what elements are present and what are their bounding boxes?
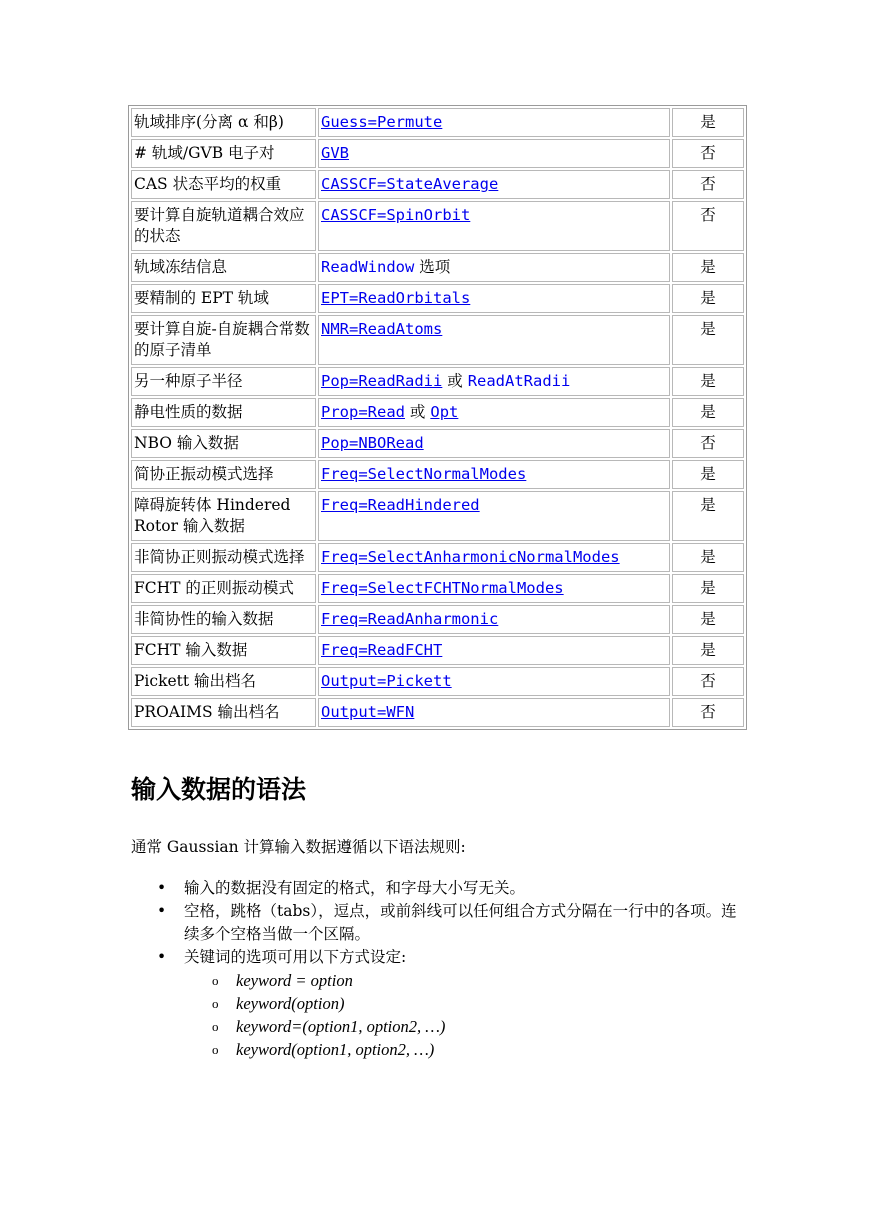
read-flag-cell: 否 xyxy=(672,170,744,199)
read-flag-cell: 否 xyxy=(672,139,744,168)
connector-text: 或 xyxy=(405,403,431,421)
table-row xyxy=(131,201,744,251)
keyword-cell xyxy=(318,108,670,137)
table-row xyxy=(131,398,744,427)
table-row xyxy=(131,315,744,365)
keyword-link[interactable]: Pop=NBORead xyxy=(321,434,424,452)
syntax-form xyxy=(184,1038,741,1061)
bullet-icon: • xyxy=(157,879,167,897)
description-cell: 轨域排序(分离 α 和β) xyxy=(131,108,316,137)
syntax-form-text: keyword(option1, option2, …) xyxy=(236,1040,435,1059)
description-cell: FCHT 输入数据 xyxy=(131,636,316,665)
table-row xyxy=(131,460,744,489)
keyword-link[interactable]: NMR=ReadAtoms xyxy=(321,320,443,338)
keyword-cell xyxy=(318,636,670,665)
keyword-cell xyxy=(318,543,670,572)
read-flag-cell: 是 xyxy=(672,605,744,634)
keyword-cell xyxy=(318,429,670,458)
read-flag-cell: 是 xyxy=(672,636,744,665)
description-cell: 要计算自旋-自旋耦合常数的原子清单 xyxy=(131,315,316,365)
bullet-icon: • xyxy=(157,948,167,966)
keyword-cell xyxy=(318,574,670,603)
table-row xyxy=(131,605,744,634)
keyword-link[interactable]: EPT=ReadOrbitals xyxy=(321,289,471,307)
read-flag-cell: 是 xyxy=(672,108,744,137)
circle-bullet-icon: o xyxy=(212,973,219,988)
keyword-link[interactable]: GVB xyxy=(321,144,349,162)
rule-text: 关键词的选项可用以下方式设定: xyxy=(184,948,407,966)
description-cell: 要精制的 EPT 轨域 xyxy=(131,284,316,313)
read-flag-cell: 是 xyxy=(672,367,744,396)
keyword-link[interactable]: CASSCF=SpinOrbit xyxy=(321,206,471,224)
description-cell: Pickett 输出档名 xyxy=(131,667,316,696)
read-flag-cell: 是 xyxy=(672,398,744,427)
table-row xyxy=(131,139,744,168)
keyword-link[interactable]: Freq=ReadFCHT xyxy=(321,641,443,659)
description-cell: CAS 状态平均的权重 xyxy=(131,170,316,199)
read-flag-cell: 是 xyxy=(672,574,744,603)
table-row xyxy=(131,367,744,396)
keyword-input-table xyxy=(128,105,747,730)
circle-bullet-icon: o xyxy=(212,996,219,1011)
table-row xyxy=(131,543,744,572)
description-cell: PROAIMS 输出档名 xyxy=(131,698,316,727)
read-flag-cell: 是 xyxy=(672,460,744,489)
description-cell: NBO 输入数据 xyxy=(131,429,316,458)
table-row xyxy=(131,636,744,665)
description-cell: 轨域冻结信息 xyxy=(131,253,316,282)
rule-item xyxy=(131,877,741,900)
read-flag-cell: 是 xyxy=(672,543,744,572)
keyword-text: ReadWindow xyxy=(321,258,415,276)
keyword-link[interactable]: Pop=ReadRadii xyxy=(321,372,443,390)
keyword-cell xyxy=(318,253,670,282)
syntax-form-text: keyword = option xyxy=(236,971,353,990)
read-flag-cell: 否 xyxy=(672,201,744,251)
syntax-form-text: keyword=(option1, option2, …) xyxy=(236,1017,446,1036)
description-cell: 简协正振动模式选择 xyxy=(131,460,316,489)
keyword-link[interactable]: Prop=Read xyxy=(321,403,405,421)
rule-text: 空格，跳格（tabs），逗点，或前斜线可以任何组合方式分隔在一行中的各项。连续多个空格当做一个区隔。 xyxy=(184,902,737,943)
keyword-link[interactable]: Freq=ReadHindered xyxy=(321,496,480,514)
keyword-cell xyxy=(318,284,670,313)
table-body xyxy=(131,108,744,727)
keyword-cell xyxy=(318,460,670,489)
rule-item xyxy=(131,900,741,946)
keyword-link[interactable]: Output=Pickett xyxy=(321,672,452,690)
keyword-cell xyxy=(318,698,670,727)
rule-text: 输入的数据没有固定的格式，和字母大小写无关。 xyxy=(184,879,526,897)
read-flag-cell: 是 xyxy=(672,315,744,365)
keyword-cell xyxy=(318,491,670,541)
keyword-cell xyxy=(318,605,670,634)
syntax-form-text: keyword(option) xyxy=(236,994,345,1013)
rule-item xyxy=(131,946,741,1061)
keyword-cell xyxy=(318,667,670,696)
keyword-cell xyxy=(318,170,670,199)
description-cell: 非简协正则振动模式选择 xyxy=(131,543,316,572)
read-flag-cell: 是 xyxy=(672,284,744,313)
table-row xyxy=(131,491,744,541)
syntax-form xyxy=(184,969,741,992)
keyword-link[interactable]: Guess=Permute xyxy=(321,113,443,131)
read-flag-cell: 否 xyxy=(672,667,744,696)
read-flag-cell: 是 xyxy=(672,253,744,282)
description-cell: 非简协性的输入数据 xyxy=(131,605,316,634)
intro-paragraph: 通常 Gaussian 计算输入数据遵循以下语法规则: xyxy=(131,838,466,856)
table-row xyxy=(131,170,744,199)
description-cell: FCHT 的正则振动模式 xyxy=(131,574,316,603)
table-row xyxy=(131,574,744,603)
syntax-form xyxy=(184,1015,741,1038)
description-cell: # 轨域/GVB 电子对 xyxy=(131,139,316,168)
keyword-text: ReadAtRadii xyxy=(467,372,571,390)
read-flag-cell: 否 xyxy=(672,429,744,458)
circle-bullet-icon: o xyxy=(212,1019,219,1034)
table-row xyxy=(131,667,744,696)
keyword-cell xyxy=(318,139,670,168)
keyword-link[interactable]: Output=WFN xyxy=(321,703,415,721)
read-flag-cell: 是 xyxy=(672,491,744,541)
table-row xyxy=(131,698,744,727)
section-heading: 输入数据的语法 xyxy=(131,775,307,804)
read-flag-cell: 否 xyxy=(672,698,744,727)
description-cell: 静电性质的数据 xyxy=(131,398,316,427)
syntax-form xyxy=(184,992,741,1015)
bullet-icon: • xyxy=(157,902,167,920)
description-cell: 另一种原子半径 xyxy=(131,367,316,396)
keyword-cell xyxy=(318,398,670,427)
keyword-cell xyxy=(318,315,670,365)
table-row xyxy=(131,429,744,458)
circle-bullet-icon: o xyxy=(212,1042,219,1057)
keyword-cell xyxy=(318,367,670,396)
connector-text: 选项 xyxy=(414,258,451,276)
keyword-link[interactable]: Freq=SelectAnharmonicNormalModes xyxy=(321,548,620,566)
description-cell: 障碍旋转体 Hindered Rotor 输入数据 xyxy=(131,491,316,541)
syntax-rules-list xyxy=(131,877,741,1061)
keyword-cell xyxy=(318,201,670,251)
connector-text: 或 xyxy=(442,372,468,390)
table-row xyxy=(131,284,744,313)
keyword-link[interactable]: Freq=SelectFCHTNormalModes xyxy=(321,579,564,597)
table-row xyxy=(131,108,744,137)
description-cell: 要计算自旋轨道耦合效应的状态 xyxy=(131,201,316,251)
keyword-link[interactable]: CASSCF=StateAverage xyxy=(321,175,499,193)
table-row xyxy=(131,253,744,282)
keyword-link[interactable]: Opt xyxy=(430,403,459,421)
keyword-link[interactable]: Freq=ReadAnharmonic xyxy=(321,610,499,628)
syntax-forms-list xyxy=(184,969,741,1061)
keyword-link[interactable]: Freq=SelectNormalModes xyxy=(321,465,527,483)
